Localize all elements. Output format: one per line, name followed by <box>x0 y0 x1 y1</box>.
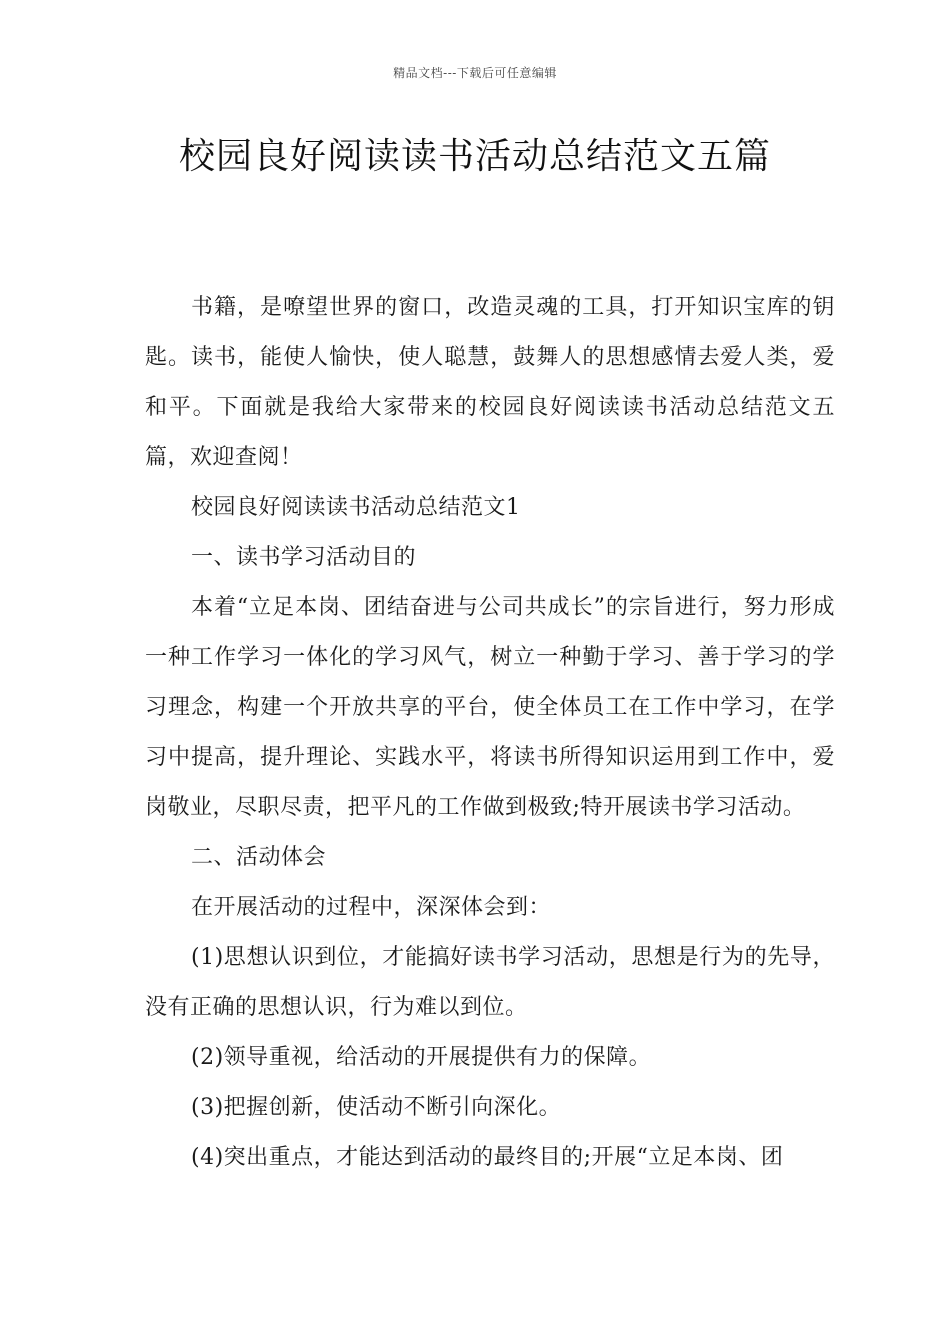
list-item-2: (2)领导重视，给活动的开展提供有力的保障。 <box>191 1045 652 1070</box>
section-heading-1: 校园良好阅读读书活动总结范文1 <box>191 495 521 520</box>
list-item-1: (1)思想认识到位，才能搞好读书学习活动，思想是行为的先导，没有正确的思想认识，行为难以到位。 <box>145 945 835 1020</box>
document-body <box>145 283 835 1183</box>
list-item-3: (3)把握创新，使活动不断引向深化。 <box>191 1095 562 1120</box>
header-note: 精品文档---下载后可任意编辑 <box>393 66 557 80</box>
subheading-purpose: 一、读书学习活动目的 <box>191 545 417 570</box>
document-title: 校园良好阅读读书活动总结范文五篇 <box>178 136 771 177</box>
subheading-experience: 二、活动体会 <box>191 845 327 870</box>
purpose-paragraph: 本着“立足本岗、团结奋进与公司共成长”的宗旨进行，努力形成一种工作学习一体化的学习风气，树立一种勤于学习、善于学习的学习理念，构建一个开放共享的平台，使全体员工在工作中学习，在学习中提高，提升理论、实践水平，将读书所得知识运用到工作中，爱岗敬业，尽职尽责，把平凡的工作做到极致;特开展读书学习活动。 <box>145 595 835 820</box>
experience-intro: 在开展活动的过程中，深深体会到： <box>191 895 552 920</box>
intro-paragraph: 书籍，是嘹望世界的窗口，改造灵魂的工具，打开知识宝库的钥匙。读书，能使人愉快，使人聪慧，鼓舞人的思想感情去爱人类，爱和平。下面就是我给大家带来的校园良好阅读读书活动总结范文五篇，欢迎查阅！ <box>145 295 835 470</box>
list-item-4: (4)突出重点，才能达到活动的最终目的;开展“立足本岗、团 <box>191 1145 784 1170</box>
